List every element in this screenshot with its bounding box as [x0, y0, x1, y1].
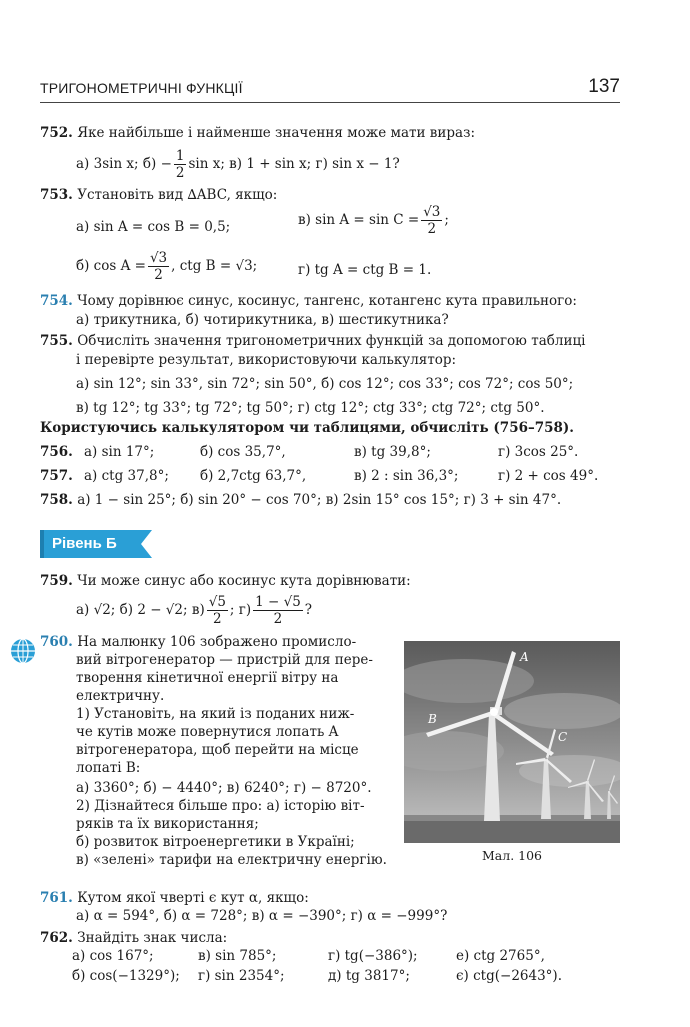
denominator: 2 [154, 267, 163, 283]
problem-760-line: а) 3360°; б) − 4440°; в) 6240°; г) − 8720°. [76, 780, 372, 796]
numerator: √5 [208, 594, 226, 610]
numerator: 1 [175, 148, 185, 164]
problem-756 [40, 443, 579, 461]
fraction [421, 204, 442, 237]
problem-text: Яке найбільше і найменше значення може мати вираз: [77, 125, 475, 141]
problem-760-line: вітрогенератора, щоб перейти на місце [76, 742, 359, 758]
option-text: а) cos 167°; [72, 948, 154, 964]
problem-755-line2: і перевірте результат, використовуючи калькулятор: [76, 352, 457, 368]
denominator: 2 [175, 165, 185, 181]
problem-761 [40, 889, 309, 907]
problem-754-line2: а) трикутника, б) чотирикутника, в) шестикутника? [76, 312, 449, 328]
problem-760-line: електричну. [76, 688, 165, 704]
problem-760 [40, 633, 356, 651]
option-g: г) tg A = ctg B = 1. [298, 262, 432, 278]
option-text: в) sin A = sin C = [298, 212, 420, 228]
problem-number: 754. [40, 293, 73, 309]
wind-turbine-photo [404, 641, 620, 843]
problem-number: 759. [40, 573, 73, 589]
option-text: ; г) [229, 602, 252, 618]
header-divider [40, 102, 620, 103]
problem-760-line: б) розвиток вітроенергетики в Україні; [76, 834, 355, 850]
fraction [253, 594, 303, 627]
problem-760-line: 2) Дізнайтеся більше про: а) історію віт- [76, 798, 365, 814]
problem-757 [40, 467, 599, 485]
option-text: ; [444, 212, 449, 228]
problem-758 [40, 491, 561, 509]
option-g: г) 3cos 25°. [498, 444, 579, 460]
page-number: 137 [588, 76, 620, 97]
numerator: √3 [149, 250, 168, 266]
option-a: а) sin A = cos B = 0,5; [76, 219, 231, 235]
option-v: в) 2 : sin 36,3°; [354, 468, 459, 484]
problem-755-line3: а) sin 12°; sin 33°, sin 72°; sin 50°, б) cos 12°; cos 33°; cos 72°; cos 50°; [76, 376, 574, 392]
option-g: г) 2 + cos 49°. [498, 468, 599, 484]
calculator-note: Користуючись калькулятором чи таблицями, обчисліть (756–758). [40, 420, 574, 436]
fraction [148, 250, 169, 283]
problem-number: 758. [40, 492, 73, 508]
problem-759 [40, 572, 411, 590]
problem-number: 753. [40, 187, 73, 203]
problem-text: Чому дорівнює синус, косинус, тангенс, котангенс кута правильного: [77, 293, 577, 309]
level-label: Рівень Б [52, 535, 117, 552]
figure-caption: Мал. 106 [482, 848, 542, 863]
problem-text: а) 1 − sin 25°; б) sin 20° − cos 70°; в) 2sin 15° cos 15°; г) 3 + sin 47°. [77, 492, 562, 508]
problem-760-line: че кутів може повернутися лопать A [76, 724, 339, 740]
running-header: ТРИГОНОМЕТРИЧНІ ФУНКЦІЇ [40, 80, 243, 96]
option-text: г) sin 2354°; [198, 968, 285, 984]
problem-number: 756. [40, 444, 73, 460]
option-a: а) ctg 37,8°; [84, 468, 169, 484]
label-c: C [558, 730, 568, 744]
problem-760-line: лопаті B: [76, 760, 141, 776]
problem-755-line4: в) tg 12°; tg 33°; tg 72°; tg 50°; г) ctg 12°; ctg 33°; ctg 72°; ctg 50°. [76, 400, 545, 416]
numerator: √3 [423, 204, 441, 220]
problem-text: Чи може синус або косинус кута дорівнювати: [77, 573, 411, 589]
option-text: е) ctg 2765°, [456, 948, 545, 964]
problem-text: Обчисліть значення тригонометричних функцій за допомогою таблиці [77, 333, 586, 349]
problem-760-line: творення кінетичної енергії вітру на [76, 670, 339, 686]
problem-752 [40, 124, 475, 142]
denominator: 2 [213, 611, 222, 627]
option-a: а) sin 17°; [84, 444, 155, 460]
problem-754 [40, 292, 577, 310]
option-text: sin x; в) 1 + sin x; г) sin x − 1? [188, 156, 400, 172]
option-v [298, 204, 449, 237]
problem-755 [40, 332, 585, 350]
option-b: б) 2,7ctg 63,7°, [200, 468, 307, 484]
problem-number: 761. [40, 890, 73, 906]
problem-text: Установіть вид ∆ABC, якщо: [77, 187, 278, 203]
problem-text: Кутом якої чверті є кут α, якщо: [77, 890, 309, 906]
problem-762 [40, 929, 227, 947]
label-a: A [520, 650, 529, 664]
option-text: г) tg(−386°); [328, 948, 418, 964]
option-b [76, 250, 257, 283]
fraction [207, 594, 228, 627]
option-text: , ctg B = √3; [171, 258, 258, 274]
problem-text: Знайдіть знак числа: [77, 930, 228, 946]
option-text: ? [304, 602, 313, 618]
denominator: 2 [273, 611, 283, 627]
problem-760-line: в) «зелені» тарифи на електричну енергію. [76, 852, 387, 868]
problem-number: 757. [40, 468, 73, 484]
problem-number: 755. [40, 333, 73, 349]
option-v: в) tg 39,8°; [354, 444, 431, 460]
option-text: в) sin 785°; [198, 948, 277, 964]
numerator: 1 − √5 [255, 594, 301, 610]
option-text: д) tg 3817°; [328, 968, 410, 984]
problem-text: На малюнку 106 зображено промисло- [77, 634, 357, 650]
option-text: а) √2; б) 2 − √2; в) [76, 602, 205, 618]
problem-760-line: вий вітрогенератор — пристрій для пере- [76, 652, 373, 668]
option-text: б) cos(−1329°); [72, 968, 180, 984]
option-text: б) cos A = [76, 258, 146, 274]
option-b: б) cos 35,7°, [200, 444, 286, 460]
problem-761-line2: а) α = 594°, б) α = 728°; в) α = −390°; г) α = −999°? [76, 908, 448, 924]
problem-number: 762. [40, 930, 73, 946]
denominator: 2 [427, 221, 437, 237]
problem-number: 760. [40, 634, 73, 650]
fraction [174, 148, 187, 181]
internet-globe-icon [9, 637, 37, 665]
option-text: а) 3sin x; б) − [76, 156, 172, 172]
problem-760-line: ряків та їх використання; [76, 816, 259, 832]
label-b: B [428, 712, 437, 726]
option-text: є) ctg(−2643°). [456, 968, 562, 984]
problem-759-options [76, 594, 312, 627]
problem-number: 752. [40, 125, 73, 141]
problem-753 [40, 186, 277, 204]
problem-760-line: 1) Установіть, на який із поданих ниж- [76, 706, 355, 722]
problem-752-options [76, 148, 400, 181]
